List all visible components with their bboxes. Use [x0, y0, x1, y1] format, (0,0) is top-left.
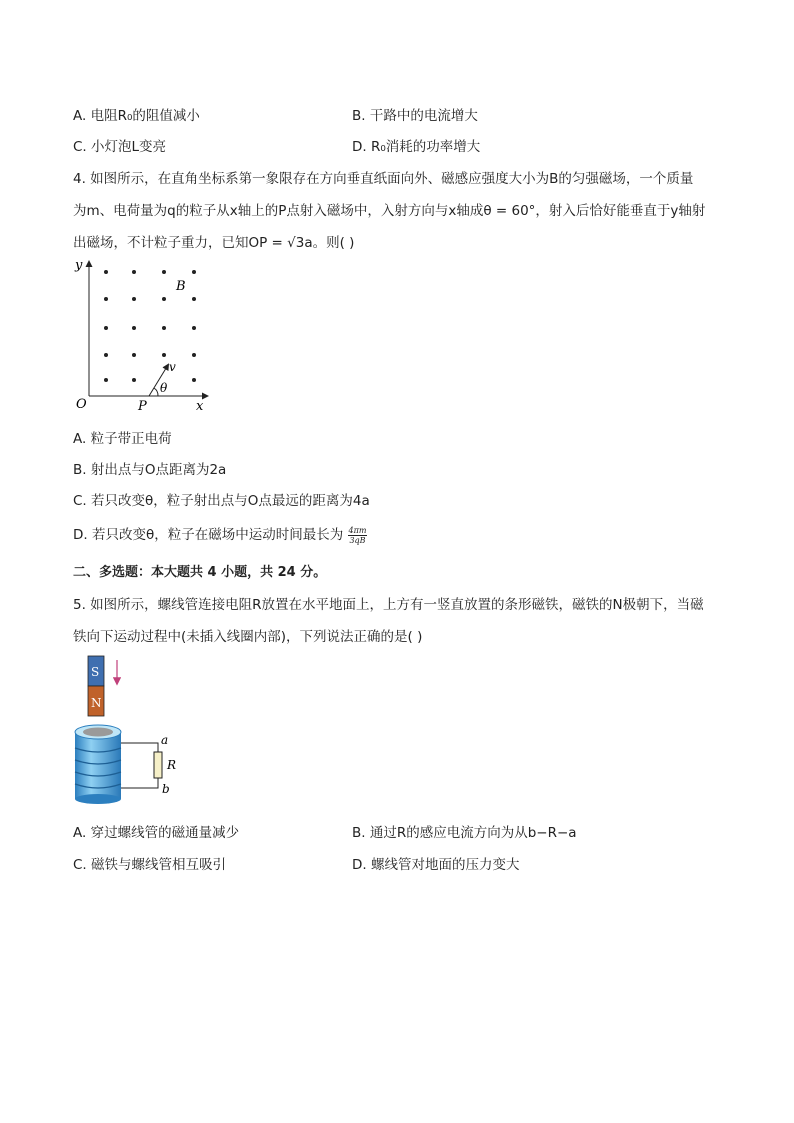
q3-option-c: C. 小灯泡L变亮 — [73, 139, 167, 155]
theta-label: θ — [160, 381, 168, 395]
q5-stem-line1: 5. 如图所示，螺线管连接电阻R放置在水平地面上，上方有一竖直放置的条形磁铁，磁铁的N极朝下，当磁 — [73, 597, 704, 613]
resistor-label: R — [167, 758, 177, 772]
q4-option-c: C. 若只改变θ，粒子射出点与O点最远的距离为4a — [73, 493, 370, 509]
magnet-n-label: N — [91, 696, 102, 710]
solenoid-core-opening — [83, 728, 113, 737]
wire-top — [121, 743, 158, 752]
angle-arc — [154, 388, 158, 396]
q3-option-d: D. R₀消耗的功率增大 — [352, 139, 481, 155]
q4-option-b: B. 射出点与O点距离为2a — [73, 462, 227, 478]
x-axis-label: x — [196, 399, 204, 414]
resistor-r — [154, 752, 162, 778]
solenoid-body — [75, 732, 121, 799]
q4-option-d-text: D. 若只改变θ，粒子在磁场中运动时间最长为 — [73, 527, 344, 543]
q3-option-b: B. 干路中的电流增大 — [352, 108, 478, 124]
q3-option-a: A. 电阻R₀的阻值减小 — [73, 108, 200, 124]
q5-solenoid-figure — [70, 652, 190, 808]
q4-magnetic-field-figure — [72, 256, 222, 416]
field-b-label: B — [176, 279, 186, 294]
point-p-label: P — [138, 399, 147, 414]
q4-stem-line2: 为m、电荷量为q的粒子从x轴上的P点射入磁场中，入射方向与x轴成θ = 60°，射入后恰好能垂直于y轴射 — [73, 203, 706, 219]
solenoid-bottom — [75, 794, 121, 804]
q4-option-a: A. 粒子带正电荷 — [73, 431, 172, 447]
q4-stem-line3: 出磁场，不计粒子重力，已知OP = √3a。则( ) — [73, 235, 355, 251]
q5-stem-line2: 铁向下运动过程中(未插入线圈内部)，下列说法正确的是( ) — [73, 629, 423, 645]
q5-option-b: B. 通过R的感应电流方向为从b−R−a — [352, 825, 577, 841]
fraction-denominator: 3qB — [349, 535, 366, 545]
q5-option-d: D. 螺线管对地面的压力变大 — [352, 857, 520, 873]
y-axis-label: y — [75, 258, 83, 273]
q5-option-c: C. 磁铁与螺线管相互吸引 — [73, 857, 227, 873]
velocity-label: v — [169, 360, 176, 374]
q4-option-d-fraction — [348, 526, 368, 545]
terminal-a-label: a — [161, 733, 169, 747]
fraction-numerator: 4πm — [348, 525, 367, 535]
q5-option-a: A. 穿过螺线管的磁通量减少 — [73, 825, 240, 841]
q4-stem-line1: 4. 如图所示，在直角坐标系第一象限存在方向垂直纸面向外、磁感应强度大小为B的匀强磁场，一个质量 — [73, 171, 694, 187]
magnet-s-label: S — [91, 665, 100, 679]
q4-option-d — [73, 523, 367, 545]
wire-bottom — [121, 778, 158, 788]
terminal-b-label: b — [162, 782, 170, 796]
section-2-heading: 二、多选题：本大题共 4 小题，共 24 分。 — [73, 565, 327, 580]
origin-label: O — [76, 397, 87, 412]
